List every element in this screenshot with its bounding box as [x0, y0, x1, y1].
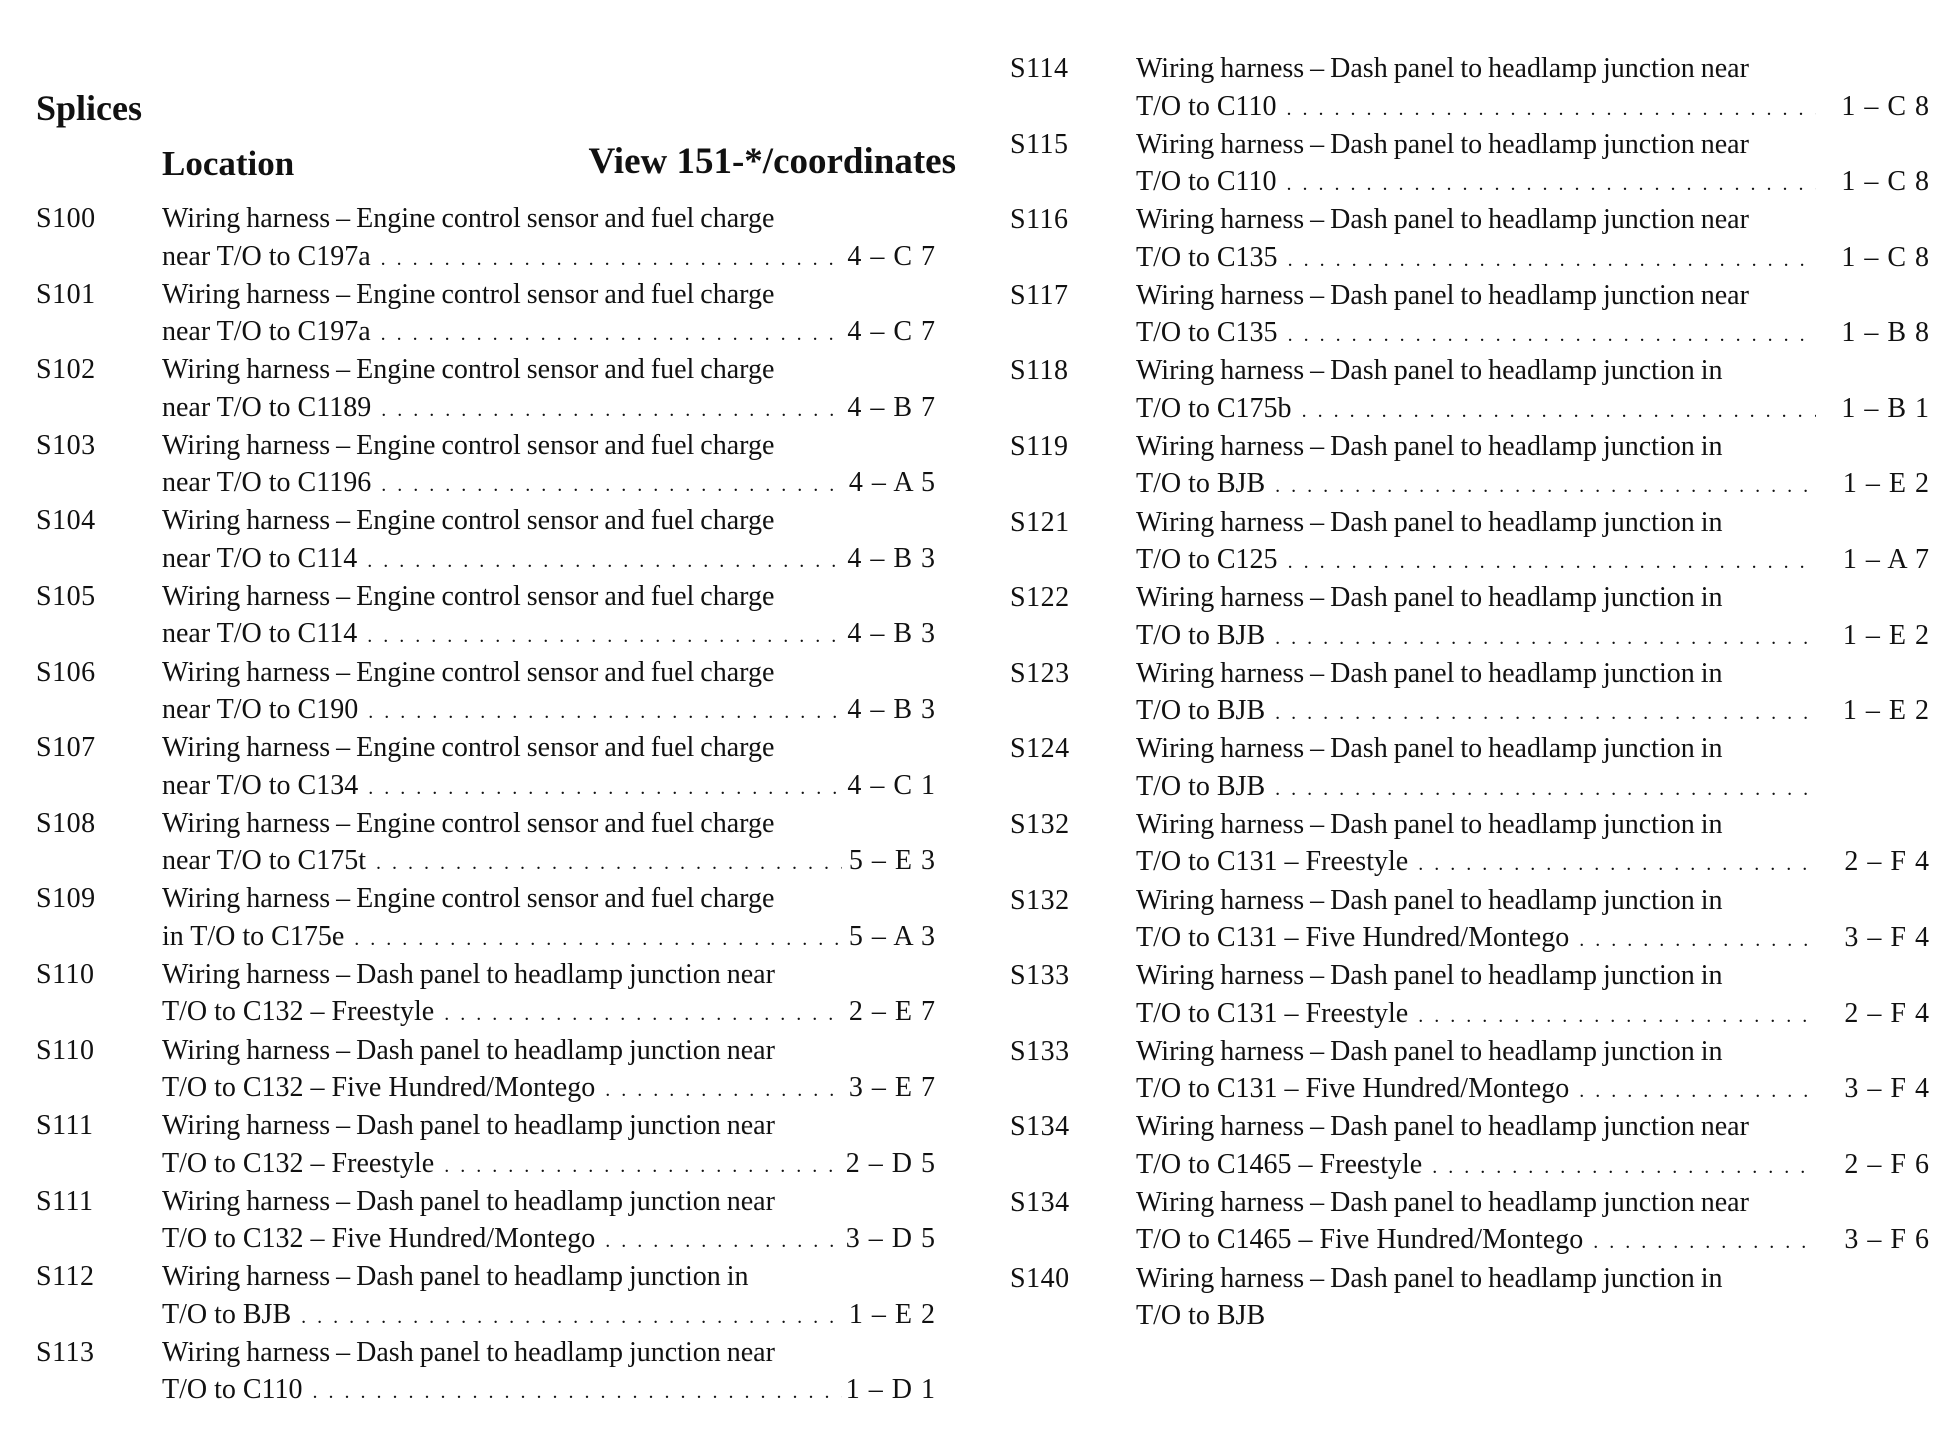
location-line-1: Wiring harness – Dash panel to headlamp junction in [1136, 1035, 1723, 1067]
splice-location [162, 1032, 842, 1110]
page-title: Splices [36, 88, 143, 128]
location-line-2-text: T/O to BJB [1136, 770, 1266, 802]
location-line-1: Wiring harness – Dash panel to headlamp junction near [1136, 1111, 1749, 1143]
view-coordinate: 4 – A 5 [848, 467, 936, 499]
splice-id: S114 [1010, 53, 1069, 84]
view-coordinate: 4 – B 7 [847, 391, 936, 423]
view-coordinate: 1 – E 2 [1842, 695, 1930, 727]
location-line-1: Wiring harness – Dash panel to headlamp junction in [1136, 582, 1723, 614]
location-line-2 [1136, 692, 1816, 733]
splice-location [162, 956, 842, 1034]
dot-leader [1418, 998, 1816, 1036]
splice-id: S101 [36, 278, 96, 310]
view-coordinate: 4 – C 1 [847, 769, 936, 801]
view-coordinates-column-header: View 151-*/coordinates [588, 141, 956, 182]
location-line-2-text: near T/O to C114 [162, 542, 358, 574]
view-coordinate: 2 – E 7 [848, 996, 936, 1028]
splice-list-left [36, 200, 956, 1410]
splice-id: S133 [1010, 1035, 1070, 1067]
splice-entry [1010, 201, 1930, 277]
splice-id: S103 [36, 429, 96, 461]
location-line-2-text: T/O to BJB [162, 1298, 292, 1330]
dot-leader [376, 845, 842, 883]
location-line-2-text: T/O to C132 – Five Hundred/Montego [162, 1223, 596, 1255]
location-line-2-text: T/O to C125 [1136, 544, 1278, 576]
location-line-1: Wiring harness – Engine control sensor and fuel charge [162, 732, 775, 764]
view-coordinate: 1 – A 7 [1842, 544, 1930, 576]
view-coordinate: 1 – C 8 [1841, 166, 1930, 198]
splice-location [1136, 277, 1816, 355]
location-line-2 [162, 1145, 842, 1186]
dot-leader [1288, 242, 1816, 280]
dot-leader [1579, 1073, 1816, 1111]
splice-id: S107 [36, 732, 96, 764]
view-coordinate: 3 – D 5 [845, 1223, 936, 1255]
location-line-2 [1136, 768, 1816, 809]
location-line-2 [162, 691, 842, 732]
location-line-2 [1136, 1297, 1816, 1335]
dot-leader [444, 996, 842, 1034]
splice-location [162, 427, 842, 505]
location-line-2-text: T/O to C132 – Freestyle [162, 996, 435, 1028]
location-line-2 [162, 993, 842, 1034]
location-line-2 [1136, 1146, 1816, 1187]
location-line-1: Wiring harness – Engine control sensor and fuel charge [162, 354, 775, 386]
splice-location [162, 1258, 842, 1336]
view-coordinate: 2 – F 6 [1844, 1148, 1930, 1180]
splice-location [162, 351, 842, 429]
dot-leader [1287, 166, 1816, 204]
splice-location [1136, 126, 1816, 204]
splice-id: S108 [36, 807, 96, 839]
view-coordinate: 1 – B 1 [1841, 392, 1930, 424]
splice-id: S110 [36, 958, 95, 990]
location-line-2-text: near T/O to C175t [162, 845, 367, 877]
splice-entry [36, 1334, 956, 1410]
location-line-2-text: near T/O to C1196 [162, 467, 372, 499]
view-coordinate: 2 – D 5 [845, 1147, 936, 1179]
dot-leader [605, 1223, 842, 1261]
splice-location [1136, 50, 1816, 128]
location-line-2-text: T/O to C132 – Five Hundred/Montego [162, 1072, 596, 1104]
location-line-1: Wiring harness – Engine control sensor and fuel charge [162, 429, 775, 461]
splice-id: S113 [36, 1336, 95, 1368]
location-line-2 [1136, 88, 1816, 129]
splice-location [1136, 957, 1816, 1035]
splice-location [1136, 1184, 1816, 1262]
location-line-1: Wiring harness – Dash panel to headlamp junction near [162, 1336, 775, 1368]
location-line-1: Wiring harness – Engine control sensor and fuel charge [162, 203, 775, 234]
splice-location [1136, 1108, 1816, 1186]
location-line-2 [1136, 843, 1816, 884]
splice-entry [1010, 1033, 1930, 1109]
splice-location [162, 729, 842, 807]
view-coordinate: 3 – F 6 [1844, 1224, 1930, 1256]
dot-leader [367, 618, 842, 656]
dot-leader [1275, 695, 1816, 733]
view-coordinate: 1 – C 8 [1841, 90, 1930, 122]
view-coordinate: 1 – E 2 [1842, 468, 1930, 500]
splice-id: S111 [36, 1185, 94, 1217]
location-line-1: Wiring harness – Engine control sensor and fuel charge [162, 505, 775, 537]
dot-leader [605, 1072, 842, 1110]
dot-leader [1288, 317, 1816, 355]
splice-entry [1010, 1184, 1930, 1260]
view-coordinate: 4 – B 3 [847, 694, 936, 726]
location-line-2 [162, 238, 842, 279]
location-line-1: Wiring harness – Dash panel to headlamp junction near [1136, 53, 1749, 84]
location-line-2 [1136, 1221, 1816, 1262]
dot-leader [1288, 544, 1816, 582]
dot-leader [381, 392, 842, 430]
location-line-1: Wiring harness – Dash panel to headlamp junction in [1136, 808, 1723, 840]
splice-id: S109 [36, 883, 96, 915]
splice-entry [1010, 957, 1930, 1033]
dot-leader [1287, 91, 1816, 129]
splice-location [162, 200, 842, 278]
location-line-2-text: T/O to BJB [1136, 695, 1266, 727]
location-line-2 [1136, 617, 1816, 658]
splice-location [162, 805, 842, 883]
location-line-2-text: T/O to BJB [1136, 619, 1266, 651]
location-line-2 [1136, 465, 1816, 506]
location-line-1: Wiring harness – Engine control sensor and fuel charge [162, 580, 775, 612]
location-line-2-text: T/O to C110 [1136, 166, 1277, 198]
dot-leader [1579, 922, 1816, 960]
location-line-2 [162, 313, 842, 354]
location-line-1: Wiring harness – Dash panel to headlamp junction in [1136, 506, 1723, 538]
location-line-1: Wiring harness – Dash panel to headlamp junction near [162, 958, 775, 990]
dot-leader [1418, 846, 1816, 884]
view-coordinate: 1 – B 8 [1841, 317, 1930, 349]
location-line-1: Wiring harness – Dash panel to headlamp junction in [1136, 960, 1723, 992]
splice-id: S110 [36, 1034, 95, 1066]
splice-location [1136, 428, 1816, 506]
view-coordinate: 4 – C 7 [847, 240, 936, 272]
splice-id: S132 [1010, 884, 1070, 916]
splice-location [1136, 1260, 1816, 1335]
location-line-2-text: T/O to C132 – Freestyle [162, 1147, 435, 1179]
view-coordinate: 3 – F 4 [1844, 1073, 1930, 1105]
location-line-2 [1136, 163, 1816, 204]
view-coordinate: 4 – C 7 [847, 316, 936, 348]
splice-entry [1010, 277, 1930, 353]
view-coordinate: 5 – E 3 [848, 845, 936, 877]
location-line-2 [162, 464, 842, 505]
splice-id: S104 [36, 505, 96, 537]
splice-id: S119 [1010, 430, 1069, 462]
splice-id: S122 [1010, 582, 1070, 614]
splice-entry [1010, 806, 1930, 882]
splice-entry [1010, 428, 1930, 504]
dot-leader [1275, 771, 1816, 809]
location-line-2-text: T/O to C110 [162, 1374, 303, 1406]
location-line-1: Wiring harness – Dash panel to headlamp junction in [1136, 1262, 1723, 1294]
splice-id: S134 [1010, 1186, 1070, 1218]
location-line-2-text: near T/O to C134 [162, 769, 359, 801]
splice-location [162, 502, 842, 580]
location-line-2 [162, 615, 842, 656]
splice-entry [36, 276, 956, 352]
splice-entry [36, 200, 956, 276]
splice-location [162, 1183, 842, 1261]
view-coordinate: 4 – B 3 [847, 542, 936, 574]
location-line-2-text: near T/O to C1189 [162, 391, 372, 423]
location-line-2-text: T/O to C131 – Freestyle [1136, 997, 1409, 1029]
splice-location [1136, 1033, 1816, 1111]
splice-location [1136, 352, 1816, 430]
location-line-1: Wiring harness – Engine control sensor and fuel charge [162, 807, 775, 839]
splice-location [1136, 579, 1816, 657]
splice-id: S121 [1010, 506, 1070, 538]
location-line-2 [162, 1371, 842, 1412]
location-line-2-text: T/O to BJB [1136, 1300, 1266, 1331]
splice-entry [36, 729, 956, 805]
location-line-1: Wiring harness – Dash panel to headlamp junction near [1136, 204, 1749, 236]
splice-id: S111 [36, 1110, 94, 1142]
splice-location [1136, 806, 1816, 884]
location-line-1: Wiring harness – Engine control sensor and fuel charge [162, 656, 775, 688]
location-line-2-text: T/O to C135 [1136, 317, 1278, 349]
view-coordinate: 3 – F 4 [1844, 922, 1930, 954]
location-line-2-text: in T/O to C175e [162, 920, 345, 952]
splice-location [162, 880, 842, 958]
location-line-2-text: near T/O to C114 [162, 618, 358, 650]
view-coordinate: 1 – D 1 [845, 1374, 936, 1406]
location-line-1: Wiring harness – Dash panel to headlamp junction in [1136, 355, 1723, 387]
location-line-2-text: T/O to C1465 – Five Hundred/Montego [1136, 1224, 1584, 1256]
location-line-2-text: near T/O to C197a [162, 240, 371, 272]
location-line-2 [162, 842, 842, 883]
splice-id: S102 [36, 354, 96, 386]
splice-id: S132 [1010, 808, 1070, 840]
splice-entry [1010, 352, 1930, 428]
splice-location [162, 1334, 842, 1412]
location-line-2 [1136, 1070, 1816, 1111]
splice-id: S134 [1010, 1111, 1070, 1143]
splice-location [162, 276, 842, 354]
location-line-1: Wiring harness – Dash panel to headlamp junction near [162, 1034, 775, 1066]
dot-leader [381, 241, 842, 279]
splice-location [1136, 201, 1816, 279]
dot-leader [1432, 1149, 1816, 1187]
dot-leader [313, 1374, 842, 1412]
location-line-2 [1136, 919, 1816, 960]
splice-location [1136, 655, 1816, 733]
splice-entry [1010, 730, 1930, 806]
location-line-2 [162, 389, 842, 430]
splice-id: S124 [1010, 733, 1070, 765]
location-line-2-text: T/O to C131 – Five Hundred/Montego [1136, 922, 1570, 954]
splice-entry [36, 351, 956, 427]
splice-entry [36, 1183, 956, 1259]
splice-location [1136, 730, 1816, 808]
splice-location [1136, 882, 1816, 960]
dot-leader [1302, 393, 1816, 431]
location-line-2 [1136, 541, 1816, 582]
location-line-1: Wiring harness – Engine control sensor and fuel charge [162, 883, 775, 915]
splice-entry [36, 1258, 956, 1334]
location-line-2 [162, 1296, 842, 1337]
splice-id: S105 [36, 580, 96, 612]
splice-id: S115 [1010, 128, 1069, 160]
location-line-2-text: T/O to C175b [1136, 392, 1292, 424]
splice-location [1136, 504, 1816, 582]
splice-location [162, 654, 842, 732]
splice-entry [1010, 579, 1930, 655]
splice-list-right [1010, 50, 1930, 1335]
location-line-2-text: near T/O to C190 [162, 694, 359, 726]
location-line-2-text: T/O to C1465 – Freestyle [1136, 1148, 1423, 1180]
view-coordinate: 3 – E 7 [848, 1072, 936, 1104]
view-coordinate: 1 – E 2 [848, 1298, 936, 1330]
splice-entry [36, 1107, 956, 1183]
splice-id: S112 [36, 1261, 95, 1293]
location-line-2 [162, 767, 842, 808]
splice-entry [1010, 504, 1930, 580]
location-line-1: Wiring harness – Dash panel to headlamp junction near [162, 1110, 775, 1142]
dot-leader [368, 694, 842, 732]
dot-leader [367, 543, 842, 581]
location-line-1: Wiring harness – Dash panel to headlamp junction in [1136, 430, 1723, 462]
location-line-2-text: T/O to C131 – Five Hundred/Montego [1136, 1073, 1570, 1105]
dot-leader [354, 921, 842, 959]
splice-entry [36, 578, 956, 654]
dot-leader [1593, 1224, 1816, 1262]
splice-id: S118 [1010, 355, 1069, 387]
dot-leader [1275, 468, 1816, 506]
view-coordinate: 5 – A 3 [848, 920, 936, 952]
location-line-1: Wiring harness – Dash panel to headlamp junction near [162, 1185, 775, 1217]
view-coordinate: 4 – B 3 [847, 618, 936, 650]
dot-leader [368, 770, 842, 808]
location-line-1: Wiring harness – Engine control sensor and fuel charge [162, 278, 775, 310]
location-line-1: Wiring harness – Dash panel to headlamp junction in [1136, 657, 1723, 689]
dot-leader [301, 1299, 842, 1337]
view-coordinate: 2 – F 4 [1844, 846, 1930, 878]
location-line-1: Wiring harness – Dash panel to headlamp junction in [1136, 884, 1723, 916]
splice-id: S117 [1010, 279, 1069, 311]
location-column-header: Location [162, 144, 295, 183]
location-line-1: Wiring harness – Dash panel to headlamp junction in [162, 1261, 749, 1293]
view-coordinate: 2 – F 4 [1844, 997, 1930, 1029]
splice-entry [1010, 882, 1930, 958]
view-coordinate: 1 – C 8 [1841, 241, 1930, 273]
location-line-2 [162, 1069, 842, 1110]
location-line-2-text: T/O to C135 [1136, 241, 1278, 273]
location-line-2 [1136, 239, 1816, 280]
splice-entry [36, 654, 956, 730]
location-line-2-text: T/O to C110 [1136, 90, 1277, 122]
location-line-2 [1136, 390, 1816, 431]
location-line-1: Wiring harness – Dash panel to headlamp junction in [1136, 733, 1723, 765]
location-line-1: Wiring harness – Dash panel to headlamp junction near [1136, 128, 1749, 160]
splice-entry [1010, 50, 1930, 126]
dot-leader [1275, 620, 1816, 658]
location-line-2 [1136, 995, 1816, 1036]
splice-id: S133 [1010, 960, 1070, 992]
location-line-1: Wiring harness – Dash panel to headlamp junction near [1136, 279, 1749, 311]
splice-entry [36, 956, 956, 1032]
splice-id: S123 [1010, 657, 1070, 689]
dot-leader [381, 316, 842, 354]
splice-entry [36, 427, 956, 503]
location-line-2-text: T/O to C131 – Freestyle [1136, 846, 1409, 878]
location-line-2 [162, 918, 842, 959]
splice-entry [36, 880, 956, 956]
splice-id: S100 [36, 203, 96, 234]
splice-entry [36, 502, 956, 578]
dot-leader [381, 467, 842, 505]
location-line-1: Wiring harness – Dash panel to headlamp junction near [1136, 1186, 1749, 1218]
location-line-2-text: T/O to BJB [1136, 468, 1266, 500]
location-line-2 [1136, 314, 1816, 355]
dot-leader [444, 1148, 842, 1186]
location-line-2-text: near T/O to C197a [162, 316, 371, 348]
splice-id: S140 [1010, 1262, 1070, 1294]
splice-entry [1010, 1108, 1930, 1184]
splice-location [162, 578, 842, 656]
splice-entry [1010, 126, 1930, 202]
location-line-2 [162, 1220, 842, 1261]
splice-entry [1010, 1260, 1930, 1336]
splice-entry [36, 1032, 956, 1108]
splice-id: S106 [36, 656, 96, 688]
splice-id: S116 [1010, 204, 1069, 236]
view-coordinate: 1 – E 2 [1842, 619, 1930, 651]
splice-location [162, 1107, 842, 1185]
location-line-2 [162, 540, 842, 581]
splice-entry [36, 805, 956, 881]
splice-entry [1010, 655, 1930, 731]
